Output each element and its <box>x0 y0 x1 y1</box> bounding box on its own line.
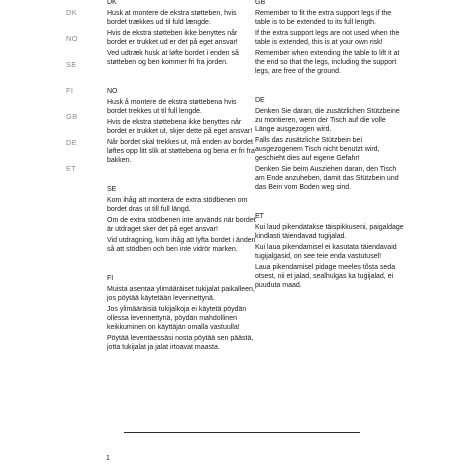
paragraph: Denken Sie beim Ausziehen daran, den Tisch am Ende anzuheben, damit das Stützbein und das Bein vom Boden weg sind. <box>255 166 399 191</box>
paragraph: Denken Sie daran, die zusätzlichen Stützbeine zu montieren, wenn der Tisch auf die volle Länge ausgezogen wird. <box>255 108 400 133</box>
section-spacer <box>107 171 257 185</box>
page-number: 1 <box>106 455 110 462</box>
paragraph: Remember to fit the extra support legs if the table is to be extended to its full length. <box>255 10 392 26</box>
section-heading-no: NO <box>107 88 118 95</box>
section-heading-et: ET <box>255 213 264 220</box>
section-fi <box>107 274 257 352</box>
section-se <box>107 185 257 254</box>
section-et <box>255 212 405 290</box>
language-index-de[interactable]: DE <box>66 138 78 147</box>
paragraph: Kom ihåg att montera de extra stödbenen om bordet dras ut till full längd. <box>107 197 248 213</box>
paragraph: Pöytää leventäessäsi nosta pöytää sen päästä, jotta tukijalat ja jalat irtoavat maasta. <box>107 335 254 351</box>
language-index-et[interactable]: ET <box>66 164 77 173</box>
paragraph: Hvis de ekstra støtteben ikke benyttes når bordet er trukket ud er det på eget ansvar! <box>107 30 238 46</box>
section-heading-se: SE <box>107 186 117 193</box>
left-column <box>107 0 257 358</box>
language-index-gb[interactable]: GB <box>66 112 78 121</box>
paragraph: Kui laud pikendatakse täispikkuseni, paigaldage kindlasti täiendavad tugijalad. <box>255 224 404 240</box>
paragraph: Laua pikendamisel pidage meeles tõsta seda otsest, nii et jalad, sealhulgas ka tugijalad, ei puuduta maad. <box>255 264 396 289</box>
paragraph: Vid utdragning, kom ihåg att lyfta bordet i änden så att stödben och ben inte vidrör marken. <box>107 237 256 253</box>
section-heading-de: DE <box>255 97 265 104</box>
paragraph: Falls das zusätzliche Stützbein bei ausgezogenem Tisch nicht benutzt wird, geschieht dies auf eigene Gefahr! <box>255 137 380 162</box>
language-index-fi[interactable]: FI <box>66 86 74 95</box>
section-spacer <box>107 260 257 274</box>
section-heading-dk: DK <box>107 0 117 6</box>
paragraph: Hvis de ekstra støttebena ikke benyttes når bordet er trukket ut, skjer dette på eget ansvar! <box>107 119 253 135</box>
section-de <box>255 96 405 192</box>
paragraph: Husk å montere de ekstra støttebena hvis bordet trekkes ut til full lengde. <box>107 99 237 115</box>
section-dk <box>107 0 257 67</box>
paragraph: Om de extra stödbenen inte används när bordet är utdraget sker det på eget ansvar! <box>107 217 256 233</box>
section-heading-gb: GB <box>255 0 266 6</box>
footer-divider <box>124 432 360 433</box>
paragraph: Jos ylimääräisiä tukijalkoja ei käytetä pöydän ollessa levennettynä, pöydän mahdollinen keikkuminen on käyttäjän omalla vastuulla! <box>107 306 247 331</box>
section-no <box>107 87 257 165</box>
paragraph: Ved udtræk husk at løfte bordet i enden så støtteben og ben kommer fri fra jorden. <box>107 50 239 66</box>
section-spacer <box>255 198 405 212</box>
language-index-se[interactable]: SE <box>66 60 77 69</box>
paragraph: Kui laua pikendamisel ei kasutata täiendavaid tugijalgasid, on see teie enda vastutusel! <box>255 244 397 260</box>
paragraph: Muista asentaa ylimääräiset tukijalat paikalleen, jos pöytää käytetään levennettynä. <box>107 286 255 302</box>
paragraph: If the extra support legs are not used when the table is extended, this is at your own risk! <box>255 30 400 46</box>
section-gb <box>255 0 405 76</box>
section-spacer <box>107 73 257 87</box>
section-heading-fi: FI <box>107 275 114 282</box>
paragraph: Når bordet skal trekkes ut, må enden av bordet løftes opp litt slik at støttebena og bena er fri fra bakken. <box>107 139 255 164</box>
paragraph: Husk at montere de ekstra støtteben, hvis bordet trækkes ud til fuld længde. <box>107 10 237 26</box>
language-index-dk[interactable]: DK <box>66 8 78 17</box>
right-column <box>255 0 405 296</box>
language-index-no[interactable]: NO <box>66 34 78 43</box>
paragraph: Remember when extending the table to lift it at the end so that the legs, including the support legs, are free of the ground. <box>255 50 400 75</box>
section-spacer <box>255 82 405 96</box>
